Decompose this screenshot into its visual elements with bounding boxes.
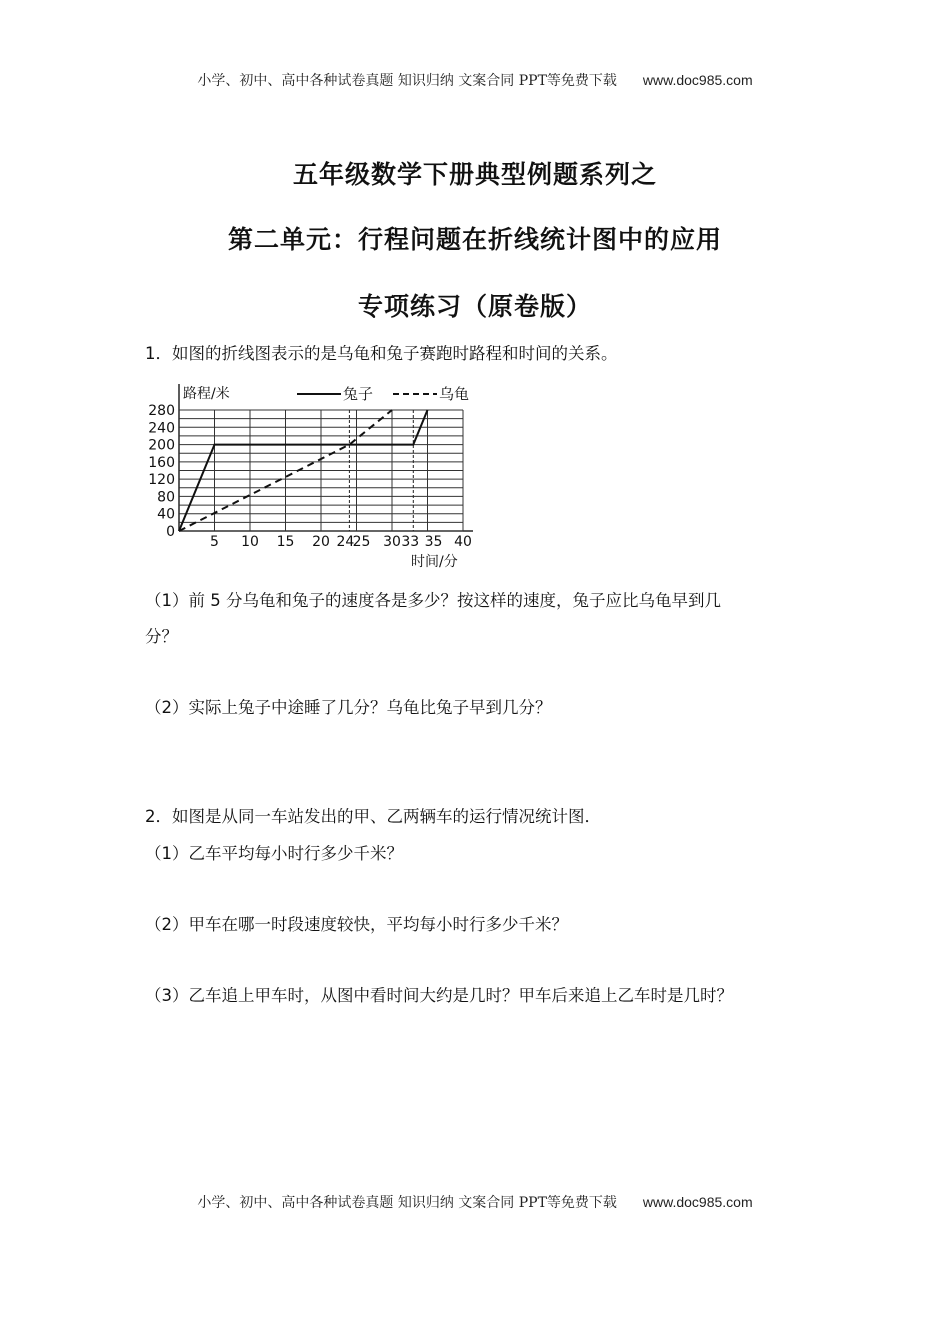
x-tick-label: 40 [454, 534, 472, 550]
q2-stem: 2．如图是从同一车站发出的甲、乙两辆车的运行情况统计图． [145, 807, 601, 826]
chart-tick-labels [148, 403, 472, 550]
x-tick-label: 30 [383, 534, 401, 550]
q1-stem: 1．如图的折线图表示的是乌龟和兔子赛跑时路程和时间的关系。 [145, 344, 618, 363]
chart-ylabel: 路程/米 [183, 386, 230, 402]
race-line-chart [145, 378, 485, 574]
footer-url[interactable]: www.doc985.com [642, 1194, 753, 1210]
x-tick-label: 35 [424, 534, 443, 550]
x-tick-label: 20 [312, 534, 330, 550]
title-line-3: 专项练习（原卷版） [357, 292, 592, 321]
title-line-1: 五年级数学下册典型例题系列之 [292, 160, 657, 189]
y-tick-label: 40 [157, 506, 175, 523]
q2-sub3: （3）乙车追上甲车时，从图中看时间大约是几时？甲车后来追上乙车时是几时？ [145, 986, 733, 1005]
x-tick-label: 15 [276, 534, 295, 550]
x-tick-label: 33 [401, 534, 420, 550]
q2-sub2: （2）甲车在哪一时段速度较快，平均每小时行多少千米？ [145, 915, 568, 934]
chart-legend [297, 385, 469, 403]
y-tick-label: 280 [148, 403, 175, 419]
page-header [0, 70, 950, 90]
title-line-2: 第二单元：行程问题在折线统计图中的应用 [227, 225, 722, 254]
y-tick-label: 200 [148, 437, 175, 454]
footer-text: 小学、初中、高中各种试卷真题 知识归纳 文案合同 PPT等免费下载 [197, 1195, 617, 1211]
q1-sub1-line2: 分？ [145, 627, 178, 646]
header-url[interactable]: www.doc985.com [642, 72, 753, 88]
y-tick-label: 160 [148, 454, 175, 471]
chart-xlabel: 时间/分 [411, 554, 458, 570]
y-tick-label: 0 [166, 524, 175, 540]
x-tick-label: 5 [210, 534, 219, 550]
y-tick-label: 120 [148, 472, 175, 489]
header-text: 小学、初中、高中各种试卷真题 知识归纳 文案合同 PPT等免费下载 [197, 73, 617, 89]
page-footer [0, 1192, 950, 1212]
q1-sub2: （2）实际上兔子中途睡了几分？乌龟比兔子早到几分？ [145, 698, 552, 717]
legend-label-rabbit: 兔子 [343, 385, 374, 403]
x-tick-label: 10 [241, 534, 259, 550]
q2-sub1: （1）乙车平均每小时行多少千米？ [145, 844, 403, 863]
legend-label-tortoise: 乌龟 [439, 385, 470, 403]
y-tick-label: 80 [157, 489, 175, 506]
y-tick-label: 240 [148, 420, 175, 437]
q1-sub1-line1: （1）前 5 分乌龟和兔子的速度各是多少？按这样的速度，兔子应比乌龟早到几 [145, 591, 721, 610]
x-tick-label: 25 [352, 534, 371, 550]
x-tick-label: 24 [336, 534, 355, 550]
